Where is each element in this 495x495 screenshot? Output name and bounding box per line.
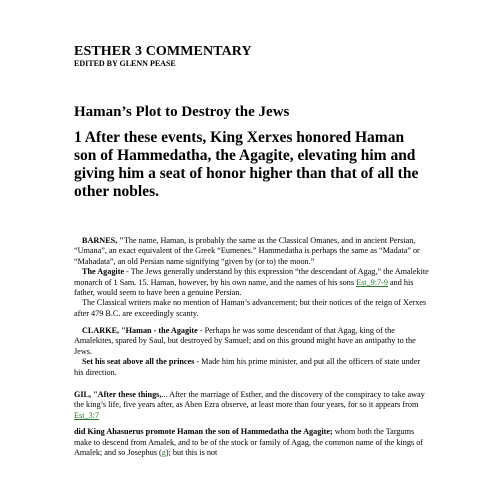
gill-paragraph-2 [74, 427, 430, 458]
gill-text-2b: ); but this is not [165, 448, 218, 458]
gill-text-2a: whom both the Targums make to descend from Amalek, and to be of the stock or family of Agag, the common name of the kings of Amalek; and so Josephus ( [74, 427, 424, 458]
barnes-text-2b: and his father, would seem to have been a genuine Persian. [74, 277, 414, 298]
barnes-text-2a: - The Jews generally understand by this expression “the descendant of Agag,” the Amalekite monarch of 1 Sam. 15. Haman, however, by his own name, and the names of his sons [74, 267, 429, 287]
barnes-text-1: The name, Haman, is probably the same as the Classical Omanes, and in ancient Persian, “Umana”, an exact equivalent of the Greek “Eumenes.” Hammedatha is perhaps the same as “Madata” or “Mahadata”, an old Persian name signifying “given by (or to) the moon.” [74, 236, 420, 266]
verse-text: 1 After these events, King Xerxes honored Haman son of Hammedatha, the Agagite, elevating him and giving him a seat of honor higher than that of all the other nobles. [74, 129, 419, 200]
clarke-paragraph-2 [74, 357, 430, 378]
editor-line: EDITED BY GLENN PEASE [74, 59, 176, 68]
clarke-text-1: - Perhaps he was some descendant of that Agag, king of the Amalekites, spared by Saul, but destroyed by Samuel; and on this ground might have an antipathy to the Jews. [74, 326, 416, 356]
gill-promote-label: did King Ahasuerus promote Haman the son of Hammedatha the Agagite; [74, 427, 333, 437]
clarke-text-2: - Made him his prime minister, and put all the officers of state under his direction. [74, 357, 421, 377]
barnes-label: BARNES, " [82, 236, 124, 245]
barnes-paragraph-2 [74, 267, 430, 298]
barnes-agagite-label: The Agagite [82, 267, 125, 277]
gill-text-1: ... After the marriage of Esther, and the discovery of the conspiracy to take away the king’s life, five years after, as Aben Ezra observe, at least more than four years, for so it appears from [74, 390, 425, 410]
est-3-7-link[interactable]: Est_3:7 [74, 410, 100, 420]
document-title: ESTHER 3 COMMENTARY [74, 44, 252, 59]
clarke-label: CLARKE, "Haman - the Agagite [82, 326, 198, 335]
est-9-7-9-link[interactable]: Est_9:7-9 [356, 277, 388, 287]
barnes-paragraph-1 [74, 236, 430, 267]
clarke-seat-label: Set his seat above all the princes [82, 357, 195, 367]
gill-paragraph-1 [74, 390, 430, 421]
gill-commentary [74, 390, 430, 458]
gill-label: GIL, "After these things, [74, 390, 162, 399]
barnes-paragraph-3: The Classical writers make no mention of Haman’s advancement; but their notices of the reign of Xerxes after 479 B.C. are exceedingly scanty. [74, 298, 427, 318]
section-heading: Haman’s Plot to Destroy the Jews [74, 104, 290, 120]
clarke-paragraph-1 [74, 326, 430, 357]
clarke-commentary [74, 326, 430, 378]
barnes-commentary [74, 236, 430, 319]
josephus-footnote-link[interactable]: g [161, 448, 166, 458]
